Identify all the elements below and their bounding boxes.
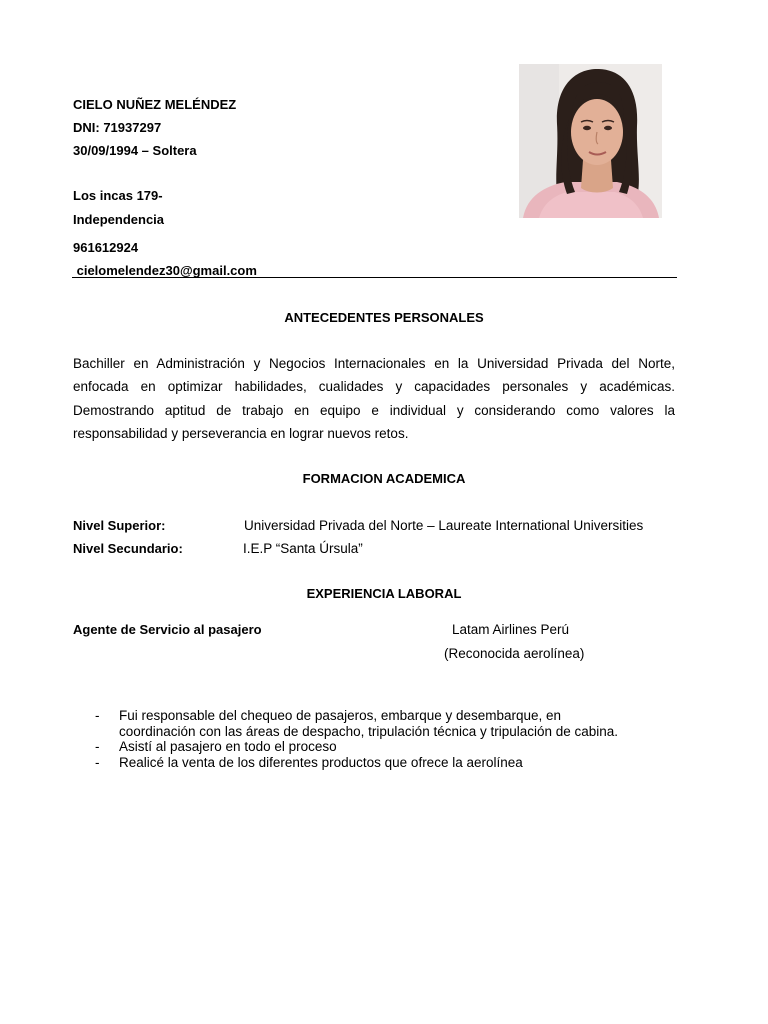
section-title-personal: ANTECEDENTES PERSONALES [284, 310, 484, 325]
dni: DNI: 71937297 [73, 120, 162, 135]
list-item [95, 739, 695, 755]
profile-photo [519, 64, 662, 218]
full-name: CIELO NUÑEZ MELÉNDEZ [73, 97, 237, 112]
bullet-line: coordinación con las áreas de despacho, tripulación técnica y tripulación de cabina. [119, 723, 619, 739]
company-name: Latam Airlines Perú [452, 622, 570, 637]
bullet-line: Asistí al pasajero en todo el proceso [119, 739, 337, 754]
birth-date-status: 30/09/1994 – Soltera [73, 143, 197, 158]
personal-line: responsabilidad y perseverancia en lograr nuevos retos. [73, 425, 409, 441]
address-line-2: Independencia [73, 212, 165, 227]
list-item [95, 708, 695, 739]
section-title-education: FORMACION ACADEMICA [302, 471, 466, 486]
address-line-1: Los incas 179- [73, 188, 163, 203]
job-title: Agente de Servicio al pasajero [73, 622, 262, 637]
bullet-dash: - [95, 754, 100, 770]
email: cielomelendez30@gmail.com [73, 263, 257, 278]
experience-bullets [95, 708, 695, 770]
bullet-line: Realicé la venta de los diferentes productos que ofrece la aerolínea [119, 754, 523, 770]
phone: 961612924 [73, 240, 139, 255]
section-title-experience: EXPERIENCIA LABORAL [306, 586, 462, 601]
bullet-line: Fui responsable del chequeo de pasajeros, embarque y desembarque, en [119, 708, 562, 723]
bullet-dash: - [95, 739, 100, 754]
list-item [95, 755, 695, 771]
personal-line: enfocada en optimizar habilidades, cualidades y capacidades personales y académicas. [73, 379, 675, 395]
personal-paragraph [73, 352, 675, 445]
personal-line: Bachiller en Administración y Negocios Internacionales en la Universidad Privada del Norte, [73, 356, 675, 371]
header-divider [72, 277, 677, 278]
education-label-secundario: Nivel Secundario: [73, 541, 183, 556]
personal-line: Demostrando aptitud de trabajo en equipo e individual y considerando como valores la [73, 402, 675, 418]
education-value-superior: Universidad Privada del Norte – Laureate International Universities [244, 518, 644, 533]
education-label-superior: Nivel Superior: [73, 518, 166, 533]
bullet-dash: - [95, 708, 100, 723]
education-value-secundario: I.E.P “Santa Úrsula” [243, 541, 363, 556]
company-note: (Reconocida aerolínea) [444, 646, 585, 661]
